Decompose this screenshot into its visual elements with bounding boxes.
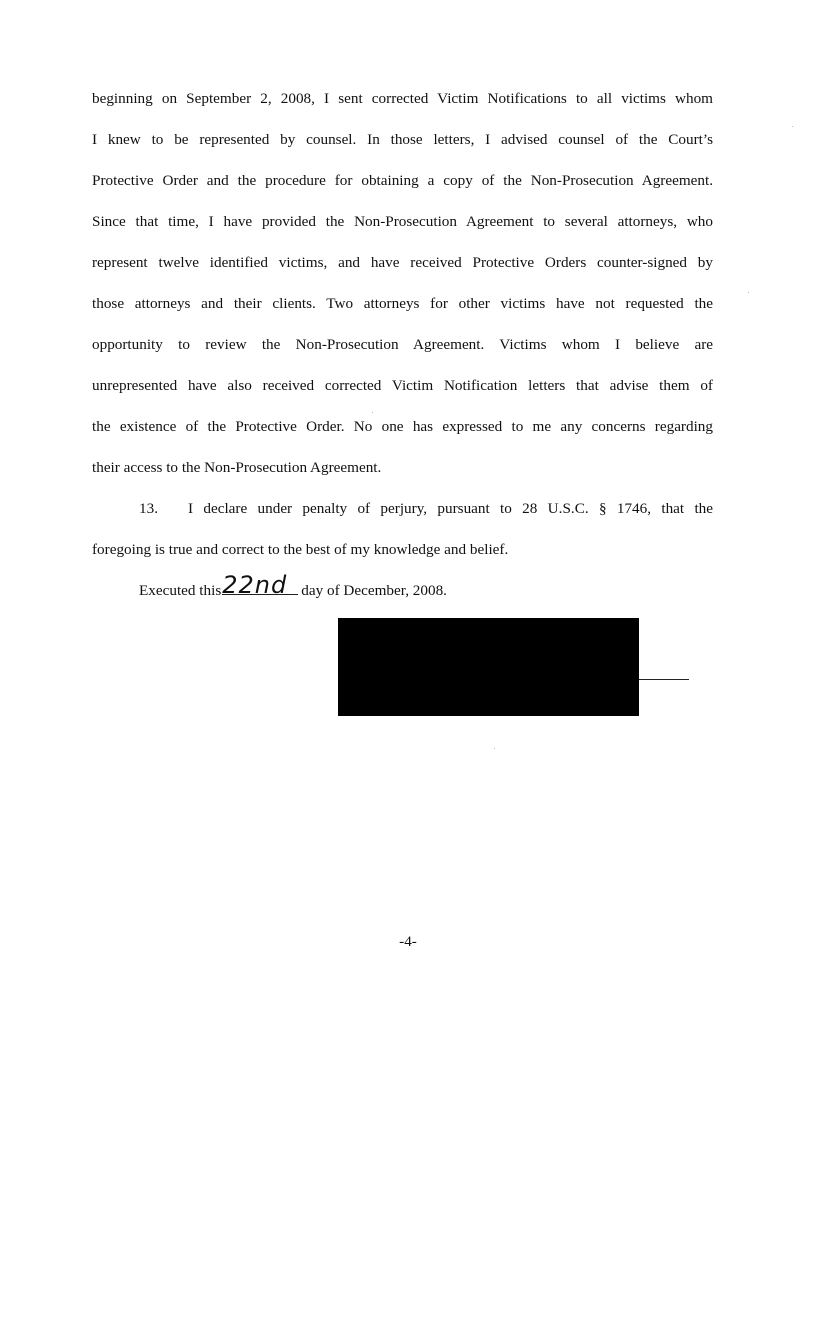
page-number: -4- [399, 933, 417, 950]
paragraph-13-first-line [139, 499, 713, 519]
execution-prefix: Executed this [139, 582, 222, 599]
scan-speck [494, 748, 495, 749]
paragraph-13-text: I declare under penalty of perjury, pursuant to 28 U.S.C. § 1746, that the [188, 500, 713, 517]
signature-line [639, 679, 689, 680]
body-text-line: I knew to be represented by counsel. In those letters, I advised counsel of the Court’s [92, 131, 713, 148]
body-text-line: beginning on September 2, 2008, I sent corrected Victim Notifications to all victims whom [92, 90, 713, 107]
body-text-line: those attorneys and their clients. Two attorneys for other victims have not requested the [92, 295, 713, 312]
handwritten-date-blank [222, 571, 298, 599]
execution-suffix: day of December, 2008. [301, 582, 447, 599]
scan-speck [748, 292, 749, 293]
body-text-line: their access to the Non-Prosecution Agreement. [92, 459, 382, 476]
body-text-line: unrepresented have also received corrected Victim Notification letters that advise them of [92, 377, 713, 394]
body-text-line: Protective Order and the procedure for obtaining a copy of the Non-Prosecution Agreement. [92, 172, 713, 189]
body-text-line: the existence of the Protective Order. No one has expressed to me any concerns regarding [92, 418, 713, 435]
redacted-signature-block [338, 618, 639, 716]
body-text-line: opportunity to review the Non-Prosecution Agreement. Victims whom I believe are [92, 336, 713, 353]
scan-speck [792, 126, 793, 127]
handwritten-day: 22nd [222, 571, 288, 599]
scan-speck [372, 412, 373, 413]
body-text-line: represent twelve identified victims, and have received Protective Orders counter-signed by [92, 254, 713, 271]
body-text-line: Since that time, I have provided the Non-Prosecution Agreement to several attorneys, who [92, 213, 713, 230]
paragraph-13-second-line: foregoing is true and correct to the best of my knowledge and belief. [92, 541, 509, 558]
paragraph-number: 13. [139, 500, 158, 517]
execution-statement [139, 571, 447, 601]
